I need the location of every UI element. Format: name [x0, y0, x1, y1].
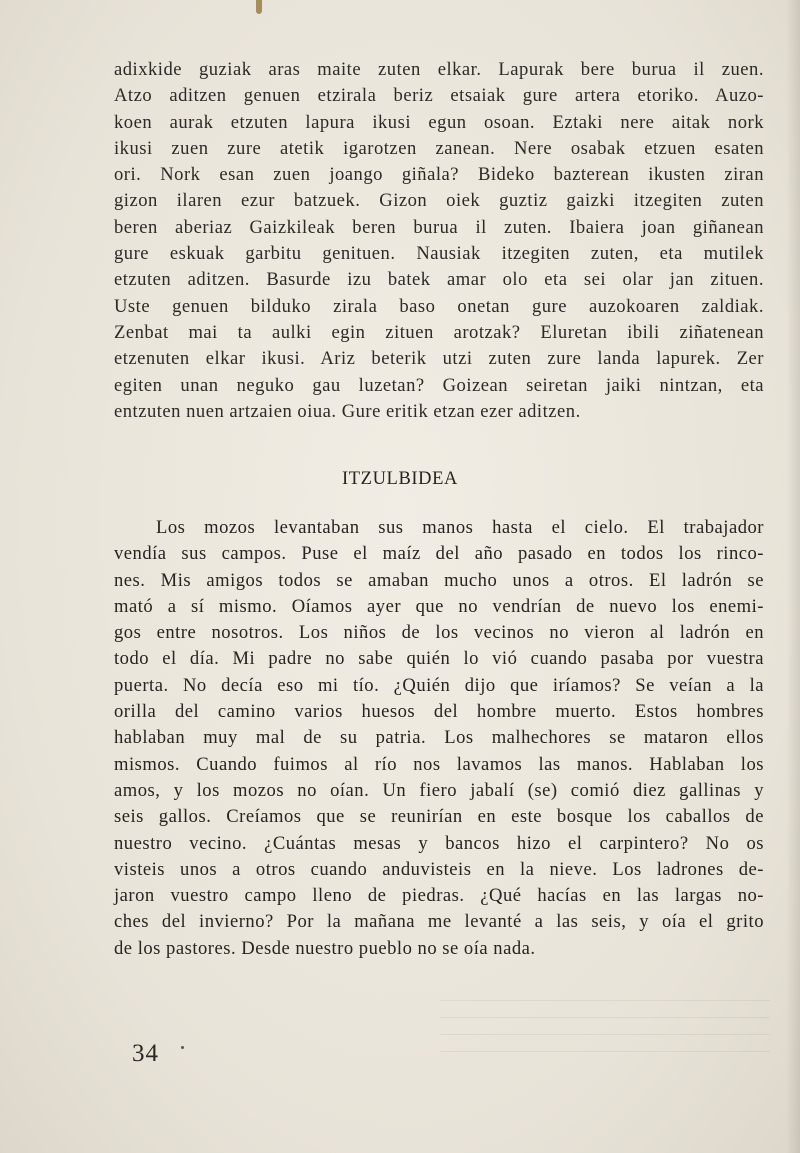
- ink-dot: [181, 1046, 184, 1049]
- text-line: mismos. Cuando fuimos al río nos lavamos las manos. Hablaban los: [114, 753, 764, 775]
- text-line: Zenbat mai ta aulki egin zituen arotzak? Eluretan ibili ziñatenean: [114, 321, 764, 343]
- section-title: ITZULBIDEA: [342, 469, 458, 489]
- text-line: puerta. No decía eso mi tío. ¿Quién dijo que iríamos? Se veían a la: [114, 674, 764, 696]
- page-edge-shadow: [786, 0, 800, 1153]
- text-line: Uste genuen bilduko zirala baso onetan gure auzokoaren zaldiak.: [114, 295, 764, 317]
- text-line: ori. Nork esan zuen joango giñala? Bideko bazterean ikusten ziran: [114, 164, 764, 186]
- text-line: ches del invierno? Por la mañana me levanté a las seis, y oía el grito: [114, 911, 764, 933]
- spanish-paragraph: [114, 515, 764, 962]
- text-line: gos entre nosotros. Los niños de los vecinos no vieron al ladrón en: [114, 622, 764, 644]
- text-line: koen aurak etzuten lapura ikusi egun osoan. Eztaki nere aitak nork: [114, 111, 764, 133]
- text-line: visteis unos a otros cuando anduvisteis en la nieve. Los ladrones de-: [114, 858, 764, 880]
- text-line: vendía sus campos. Puse el maíz del año pasado en todos los rinco-: [114, 543, 764, 565]
- text-line: orilla del camino varios huesos del hombre muerto. Estos hombres: [114, 701, 764, 723]
- show-through-text: [440, 1000, 770, 1060]
- text-line: mató a sí mismo. Oíamos ayer que no vendrían de nuevo los enemi-: [114, 595, 764, 617]
- text-line: jaron vuestro campo lleno de piedras. ¿Qué hacías en las largas no-: [114, 885, 764, 907]
- text-line: entzuten nuen artzaien oiua. Gure eritik etzan ezer aditzen.: [114, 400, 581, 422]
- basque-paragraph: [114, 57, 764, 425]
- text-line: todo el día. Mi padre no sabe quién lo vió cuando pasaba por vuestra: [114, 648, 764, 670]
- text-line: nuestro vecino. ¿Cuántas mesas y bancos hizo el carpintero? No os: [114, 832, 764, 854]
- text-line: de los pastores. Desde nuestro pueblo no se oía nada.: [114, 937, 536, 959]
- text-line: ikusi zuen zure atetik igarotzen zanean. Nere osabak etzuen esaten: [114, 137, 764, 159]
- text-line: etzenuten elkar ikusi. Ariz beterik utzi zuten zure landa lapurek. Zer: [114, 348, 764, 370]
- text-line: etzuten aditzen. Basurde izu batek amar olo eta sei olar jan zituen.: [114, 269, 764, 291]
- page-top-mark: [256, 0, 262, 14]
- page-number: 34: [132, 1040, 159, 1067]
- text-line: adixkide guziak aras maite zuten elkar. Lapurak bere burua il zuen.: [114, 59, 764, 80]
- text-line: Atzo aditzen genuen etzirala beriz etsaiak gure artera etoriko. Auzo-: [114, 85, 764, 107]
- text-line: gure eskuak garbitu genituen. Nausiak itzegiten zuten, eta mutilek: [114, 243, 764, 265]
- text-line: Los mozos levantaban sus manos hasta el cielo. El trabajador: [156, 517, 764, 538]
- text-line: seis gallos. Creíamos que se reunirían en este bosque los caballos de: [114, 806, 764, 828]
- text-line: gizon ilaren ezur batzuek. Gizon oiek guztiz gaizki itzegiten zuten: [114, 190, 764, 212]
- text-line: amos, y los mozos no oían. Un fiero jabalí (se) comió diez gallinas y: [114, 779, 764, 801]
- text-line: egiten unan neguko gau luzetan? Goizean seiretan jaiki nintzan, eta: [114, 374, 764, 396]
- text-line: hablaban muy mal de su patria. Los malhechores se mataron ellos: [114, 727, 764, 749]
- text-line: nes. Mis amigos todos se amaban mucho unos a otros. El ladrón se: [114, 569, 764, 591]
- text-line: beren aberiaz Gaizkileak beren burua il zuten. Ibaiera joan giñanean: [114, 216, 764, 238]
